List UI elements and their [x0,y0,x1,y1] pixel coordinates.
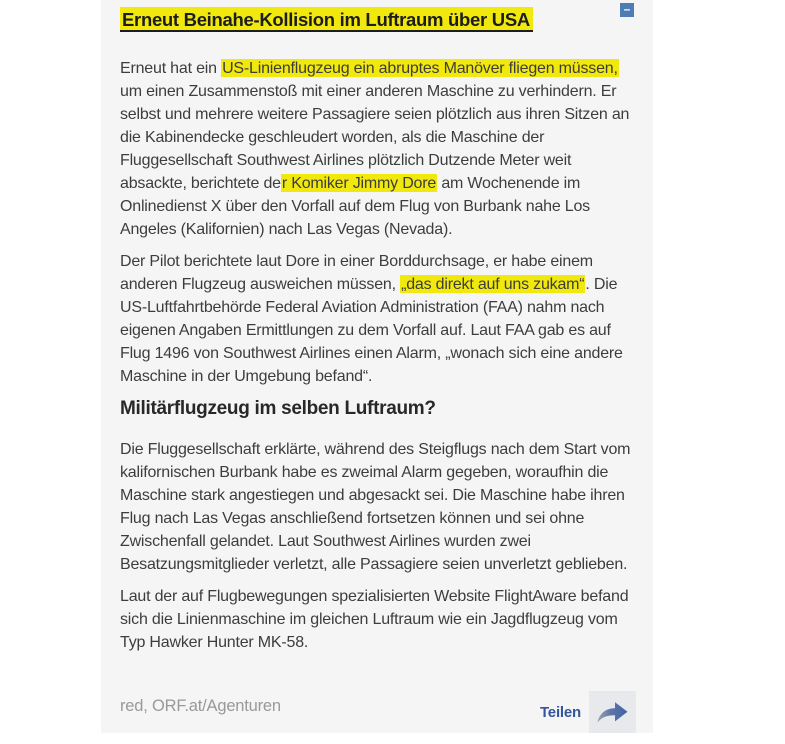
byline: red, ORF.at/Agenturen [120,697,281,715]
share-arrow-icon [589,691,636,733]
article-paragraph [120,438,636,576]
paragraph-text: Erneut hat ein [120,60,222,77]
article-title[interactable] [120,9,533,31]
highlighted-text: US-Linienflugzeug ein abruptes Manöver fliegen müssen, [222,60,618,77]
paragraph-text: um einen Zusammenstoß mit einer anderen Maschine zu verhindern. Er selbst und mehrere weitere Passagiere seien plötzlich aus ihren Sitzen an die Kabinendecke geschleudert worden, als die Maschine der Fluggesellschaft Southwest Airlines plötzlich Dutzende Meter weit absackte, berichtete de [120,83,630,192]
article-card [101,0,653,733]
share-button[interactable] [540,691,636,733]
article-paragraph [120,585,636,654]
paragraph-text: . Die US-Luftfahrtbehörde Federal Aviation Administration (FAA) nahm nach eigenen Angaben Ermittlungen zu dem Vorfall auf. Laut FAA gab es auf Flug 1496 von Southwest Airlines einen Alarm, „wonach sich eine andere Maschine in der Umgebung befand“. [120,276,623,385]
article-paragraph [120,57,636,241]
paragraph-text: am Wochenende im Onlinedienst X über den Vorfall auf dem Flug von Burbank nahe Los Angeles (Kalifornien) nach Las Vegas (Nevada). [120,175,590,238]
section-heading: Militärflugzeug im selben Luftraum? [120,398,436,419]
paragraph-text: Der Pilot berichtete laut Dore in einer Borddurchsage, er habe einem anderen Flugzeug ausweichen müssen, [120,253,593,293]
article-paragraph [120,250,636,388]
highlighted-text: „das direkt auf uns zukam“ [401,276,585,293]
article-body [120,57,636,654]
article-footer [120,691,636,733]
collapse-story-button[interactable] [620,3,634,17]
article-title-text: Erneut Beinahe-Kollision im Luftraum über USA [120,7,533,32]
minus-icon: – [623,2,631,16]
share-label: Teilen [539,703,581,721]
paragraph-text: Die Fluggesellschaft erklärte, während des Steigflugs nach dem Start vom kalifornischen Burbank habe es zweimal Alarm gegeben, woraufhin die Maschine stark angestiegen und abgesackt sei. Die Maschine habe ihren Flug nach Las Vegas anschließend fortsetzen können und sei ohne Zwischenfall gelandet. Laut Southwest Airlines wurden zwei Besatzungsmitglieder verletzt, alle Passagiere seien unverletzt geblieben. [120,441,631,573]
paragraph-text: Laut der auf Flugbewegungen spezialisierten Website FlightAware befand sich die Linienmaschine im gleichen Luftraum wie ein Jagdflugzeug vom Typ Hawker Hunter MK-58. [120,588,629,651]
highlighted-text: r Komiker Jimmy Dore [281,175,437,192]
